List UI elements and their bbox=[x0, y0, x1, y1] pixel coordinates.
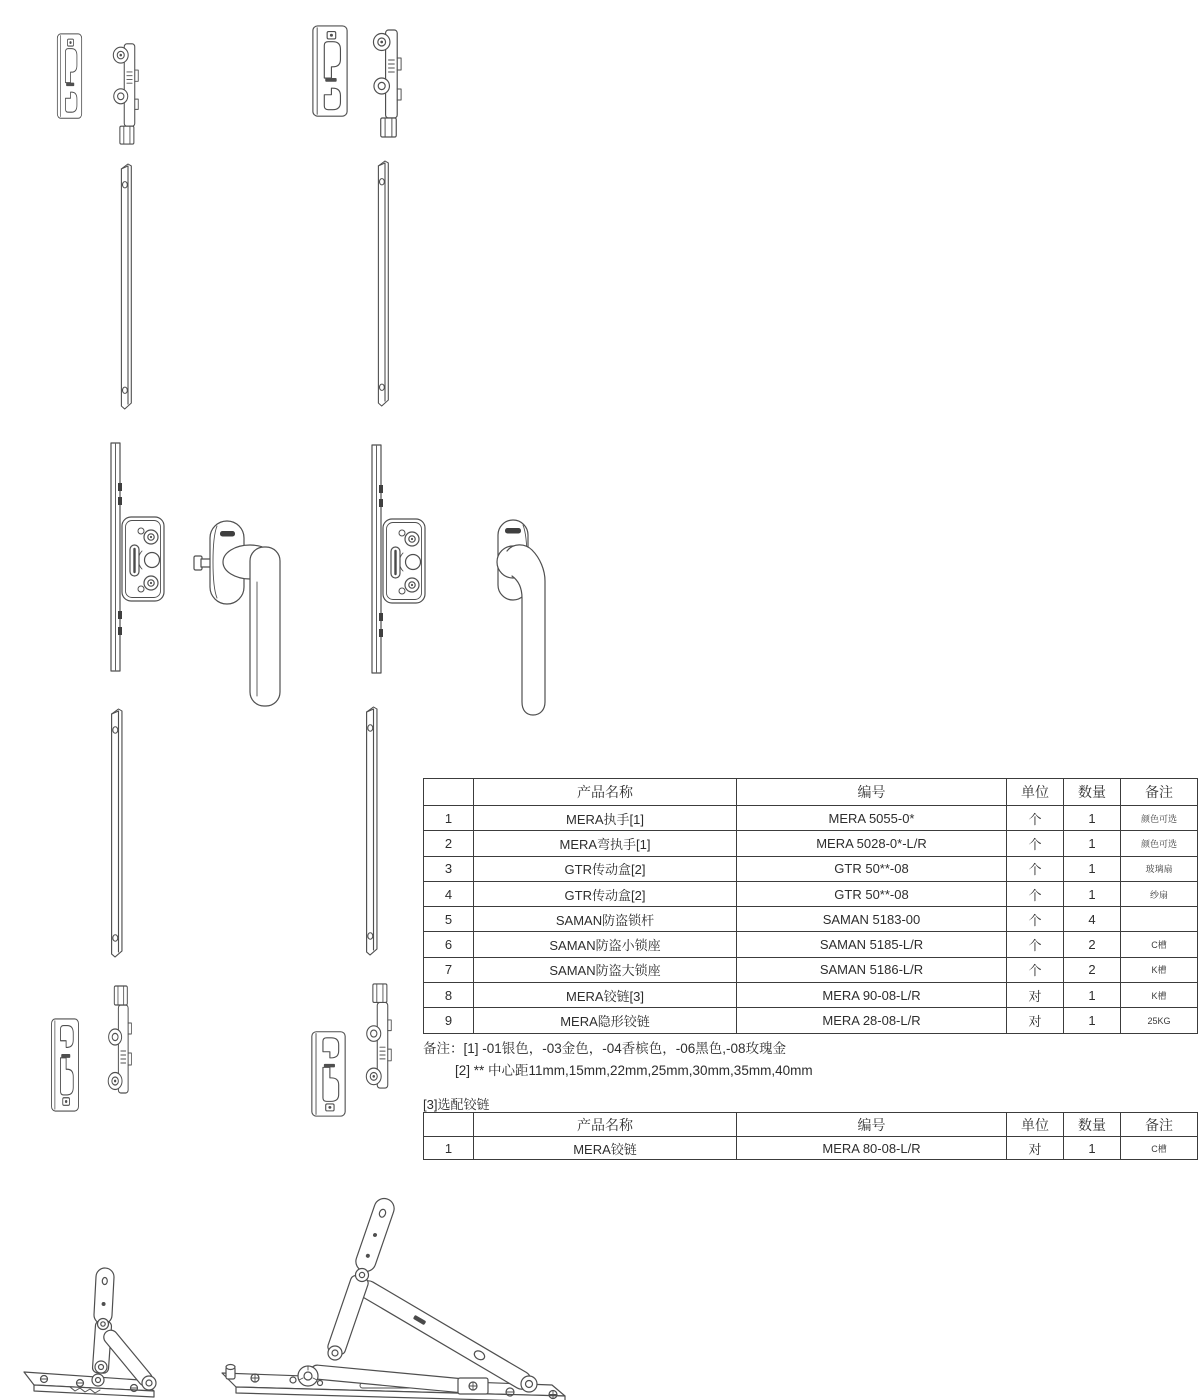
cell-remark: 25KG bbox=[1121, 1008, 1198, 1033]
window-handle-curved-drawing bbox=[497, 520, 545, 715]
cell-unit: 对 bbox=[1007, 983, 1064, 1008]
gearbox-drawing bbox=[111, 443, 164, 671]
header-code: 编号 bbox=[737, 779, 1007, 806]
lock-bar-drawing bbox=[121, 164, 131, 409]
cell-product-name: MERA弯执手[1] bbox=[474, 831, 737, 856]
cell-product-name: MERA执手[1] bbox=[474, 806, 737, 831]
cell-index: 7 bbox=[424, 957, 474, 982]
cell-index: 1 bbox=[424, 1137, 474, 1160]
cell-product-name: SAMAN防盗锁杆 bbox=[474, 907, 737, 932]
cell-qty: 1 bbox=[1064, 806, 1121, 831]
table-row bbox=[424, 881, 1198, 906]
lock-bar-drawing bbox=[112, 709, 122, 957]
lock-bar-drawing bbox=[367, 707, 377, 955]
table-header-row bbox=[424, 1113, 1198, 1137]
cell-product-name: GTR传动盒[2] bbox=[474, 881, 737, 906]
cell-qty: 1 bbox=[1064, 856, 1121, 881]
lock-point-drawing bbox=[366, 984, 391, 1088]
lock-point-drawing bbox=[373, 30, 401, 137]
keeper-plate-drawing bbox=[313, 26, 347, 116]
window-handle-drawing bbox=[194, 521, 280, 706]
cell-unit: 个 bbox=[1007, 957, 1064, 982]
header-index bbox=[424, 779, 474, 806]
cell-index: 3 bbox=[424, 856, 474, 881]
header-qty: 数量 bbox=[1064, 779, 1121, 806]
cell-index: 4 bbox=[424, 881, 474, 906]
table-header-row bbox=[424, 779, 1198, 806]
cell-product-name: MERA铰链 bbox=[474, 1137, 737, 1160]
cell-index: 9 bbox=[424, 1008, 474, 1033]
cell-code: GTR 50**-08 bbox=[737, 881, 1007, 906]
footnote-colors: 备注：[1] -01银色，-03金色，-04香槟色，-06黑色,-08玫瑰金 bbox=[423, 1041, 787, 1056]
cell-unit: 对 bbox=[1007, 1137, 1064, 1160]
table-row bbox=[424, 1137, 1198, 1160]
cell-unit: 个 bbox=[1007, 881, 1064, 906]
table-row bbox=[424, 983, 1198, 1008]
cell-qty: 1 bbox=[1064, 831, 1121, 856]
table-row bbox=[424, 907, 1198, 932]
cell-remark: 颜色可选 bbox=[1121, 831, 1198, 856]
table-row bbox=[424, 957, 1198, 982]
cell-unit: 个 bbox=[1007, 831, 1064, 856]
gearbox-drawing bbox=[372, 445, 425, 673]
lock-point-drawing bbox=[113, 44, 138, 144]
header-remark: 备注 bbox=[1121, 1113, 1198, 1137]
cell-code: MERA 5028-0*-L/R bbox=[737, 831, 1007, 856]
cell-index: 6 bbox=[424, 932, 474, 957]
cell-unit: 个 bbox=[1007, 806, 1064, 831]
table-row bbox=[424, 856, 1198, 881]
header-qty: 数量 bbox=[1064, 1113, 1121, 1137]
friction-hinge-small-drawing bbox=[24, 1268, 156, 1397]
cell-index: 5 bbox=[424, 907, 474, 932]
keeper-plate-drawing bbox=[52, 1019, 79, 1111]
cell-product-name: GTR传动盒[2] bbox=[474, 856, 737, 881]
cell-index: 2 bbox=[424, 831, 474, 856]
cell-qty: 4 bbox=[1064, 907, 1121, 932]
header-remark: 备注 bbox=[1121, 779, 1198, 806]
footnote-center-distance: [2] ** 中心距11mm,15mm,22mm,25mm,30mm,35mm,40mm bbox=[455, 1063, 813, 1078]
cell-qty: 1 bbox=[1064, 1008, 1121, 1033]
cell-qty: 1 bbox=[1064, 1137, 1121, 1160]
cell-product-name: SAMAN防盗大锁座 bbox=[474, 957, 737, 982]
cell-qty: 1 bbox=[1064, 881, 1121, 906]
header-product-name: 产品名称 bbox=[474, 779, 737, 806]
cell-remark: K槽 bbox=[1121, 957, 1198, 982]
cell-qty: 2 bbox=[1064, 957, 1121, 982]
table-row bbox=[424, 932, 1198, 957]
cell-unit: 对 bbox=[1007, 1008, 1064, 1033]
header-code: 编号 bbox=[737, 1113, 1007, 1137]
cell-code: SAMAN 5185-L/R bbox=[737, 932, 1007, 957]
cell-unit: 个 bbox=[1007, 932, 1064, 957]
cell-code: GTR 50**-08 bbox=[737, 856, 1007, 881]
optional-hinge-label: [3]选配铰链 bbox=[423, 1097, 490, 1112]
table-row bbox=[424, 1008, 1198, 1033]
cell-qty: 1 bbox=[1064, 983, 1121, 1008]
cell-remark: C槽 bbox=[1121, 1137, 1198, 1160]
optional-hinge-table bbox=[423, 1112, 1198, 1160]
cell-remark: 玻璃扇 bbox=[1121, 856, 1198, 881]
cell-remark: C槽 bbox=[1121, 932, 1198, 957]
header-product-name: 产品名称 bbox=[474, 1113, 737, 1137]
cell-qty: 2 bbox=[1064, 932, 1121, 957]
cell-remark: K槽 bbox=[1121, 983, 1198, 1008]
header-unit: 单位 bbox=[1007, 779, 1064, 806]
cell-code: MERA 80-08-L/R bbox=[737, 1137, 1007, 1160]
keeper-plate-drawing bbox=[312, 1032, 345, 1116]
cell-remark bbox=[1121, 907, 1198, 932]
cell-code: SAMAN 5183-00 bbox=[737, 907, 1007, 932]
main-parts-table bbox=[423, 778, 1198, 1034]
cell-index: 8 bbox=[424, 983, 474, 1008]
cell-code: SAMAN 5186-L/R bbox=[737, 957, 1007, 982]
cell-remark: 颜色可选 bbox=[1121, 806, 1198, 831]
table-row bbox=[424, 831, 1198, 856]
cell-code: MERA 28-08-L/R bbox=[737, 1008, 1007, 1033]
cell-index: 1 bbox=[424, 806, 474, 831]
keeper-plate-drawing bbox=[57, 34, 81, 118]
cell-code: MERA 90-08-L/R bbox=[737, 983, 1007, 1008]
header-index bbox=[424, 1113, 474, 1137]
cell-unit: 个 bbox=[1007, 907, 1064, 932]
lock-bar-drawing bbox=[378, 161, 388, 406]
cell-unit: 个 bbox=[1007, 856, 1064, 881]
cell-product-name: MERA铰链[3] bbox=[474, 983, 737, 1008]
cell-remark: 纱扇 bbox=[1121, 881, 1198, 906]
cell-code: MERA 5055-0* bbox=[737, 806, 1007, 831]
cell-product-name: MERA隐形铰链 bbox=[474, 1008, 737, 1033]
header-unit: 单位 bbox=[1007, 1113, 1064, 1137]
cell-product-name: SAMAN防盗小锁座 bbox=[474, 932, 737, 957]
lock-point-drawing bbox=[108, 986, 131, 1093]
friction-hinge-large-drawing bbox=[222, 1196, 565, 1400]
table-row bbox=[424, 806, 1198, 831]
